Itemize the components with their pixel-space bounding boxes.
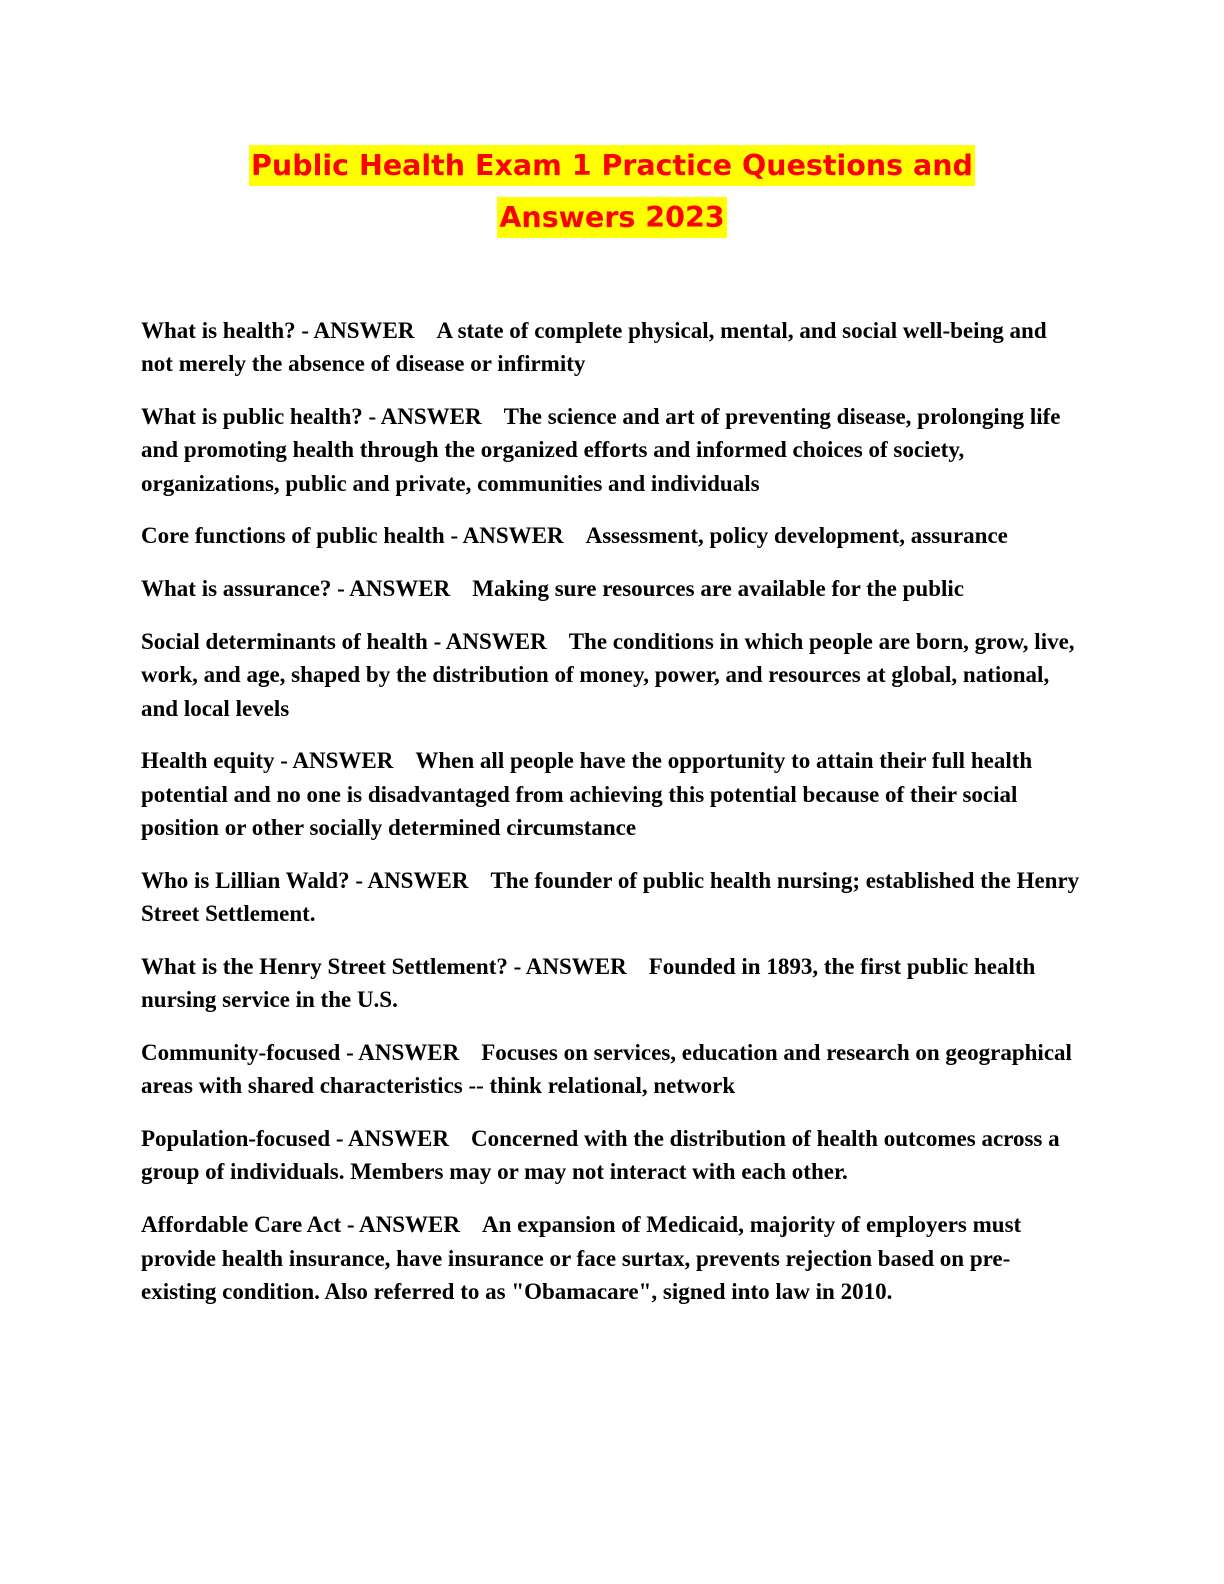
document-title (140, 140, 1084, 244)
answer-text: An expansion of Medicaid, majority of employers must provide health insurance, have insurance or face surtax, prevents rejection based on pre-existing condition. Also referred to as "Obamacare", signed into law in 2010. (141, 1212, 1022, 1304)
question-text: Affordable Care Act - ANSWER (141, 1212, 460, 1238)
answer-text: Founded in 1893, the first public health nursing service in the U.S. (141, 953, 1036, 1013)
answer-text: Concerned with the distribution of health outcomes across a group of individuals. Members may or may not interact with each other. (141, 1126, 1060, 1185)
qa-item (141, 1036, 1081, 1103)
question-text: Core functions of public health - ANSWER (141, 523, 564, 549)
qa-item (141, 864, 1081, 931)
answer-text: Making sure resources are available for the public (472, 576, 964, 602)
answer-text: A state of complete physical, mental, and social well-being and not merely the absence of disease or infirmity (141, 318, 1047, 377)
qa-item (141, 744, 1081, 844)
qa-item (141, 1208, 1081, 1308)
qa-list (141, 314, 1081, 1328)
qa-item (141, 1122, 1081, 1189)
question-text: What is health? - ANSWER (141, 318, 415, 343)
answer-text: When all people have the opportunity to attain their full health potential and no one is disadvantaged from achieving this potential because of their social position or other socially determined circumstance (141, 748, 1033, 841)
question-text: Health equity - ANSWER (141, 748, 394, 774)
question-text: What is assurance? - ANSWER (141, 576, 451, 602)
question-text: Who is Lillian Wald? - ANSWER (141, 867, 469, 893)
question-text: Population-focused - ANSWER (141, 1126, 449, 1152)
answer-text: Focuses on services, education and research on geographical areas with shared characteristics -- think relational, network (141, 1040, 1072, 1099)
question-text: Community-focused - ANSWER (141, 1040, 460, 1066)
qa-item (141, 625, 1081, 725)
answer-text: Assessment, policy development, assurance (585, 523, 1008, 549)
answer-text: The founder of public health nursing; established the Henry Street Settlement. (141, 867, 1080, 927)
answer-text: The science and art of preventing disease, prolonging life and promoting health through the organized efforts and informed choices of society, organizations, public and private, communities and individuals (141, 404, 1061, 496)
qa-item (141, 519, 1081, 552)
title-line-2: Answers 2023 (497, 197, 726, 238)
qa-item (141, 314, 1081, 381)
qa-item (141, 950, 1081, 1017)
answer-text: The conditions in which people are born, grow, live, work, and age, shaped by the distribution of money, power, and resources at global, national, and local levels (141, 629, 1075, 721)
question-text: Social determinants of health - ANSWER (141, 629, 547, 655)
question-text: What is public health? - ANSWER (141, 404, 482, 430)
qa-item (141, 572, 1081, 605)
qa-item (141, 400, 1081, 500)
title-line-1: Public Health Exam 1 Practice Questions and (249, 145, 975, 186)
question-text: What is the Henry Street Settlement? - ANSWER (141, 953, 627, 979)
